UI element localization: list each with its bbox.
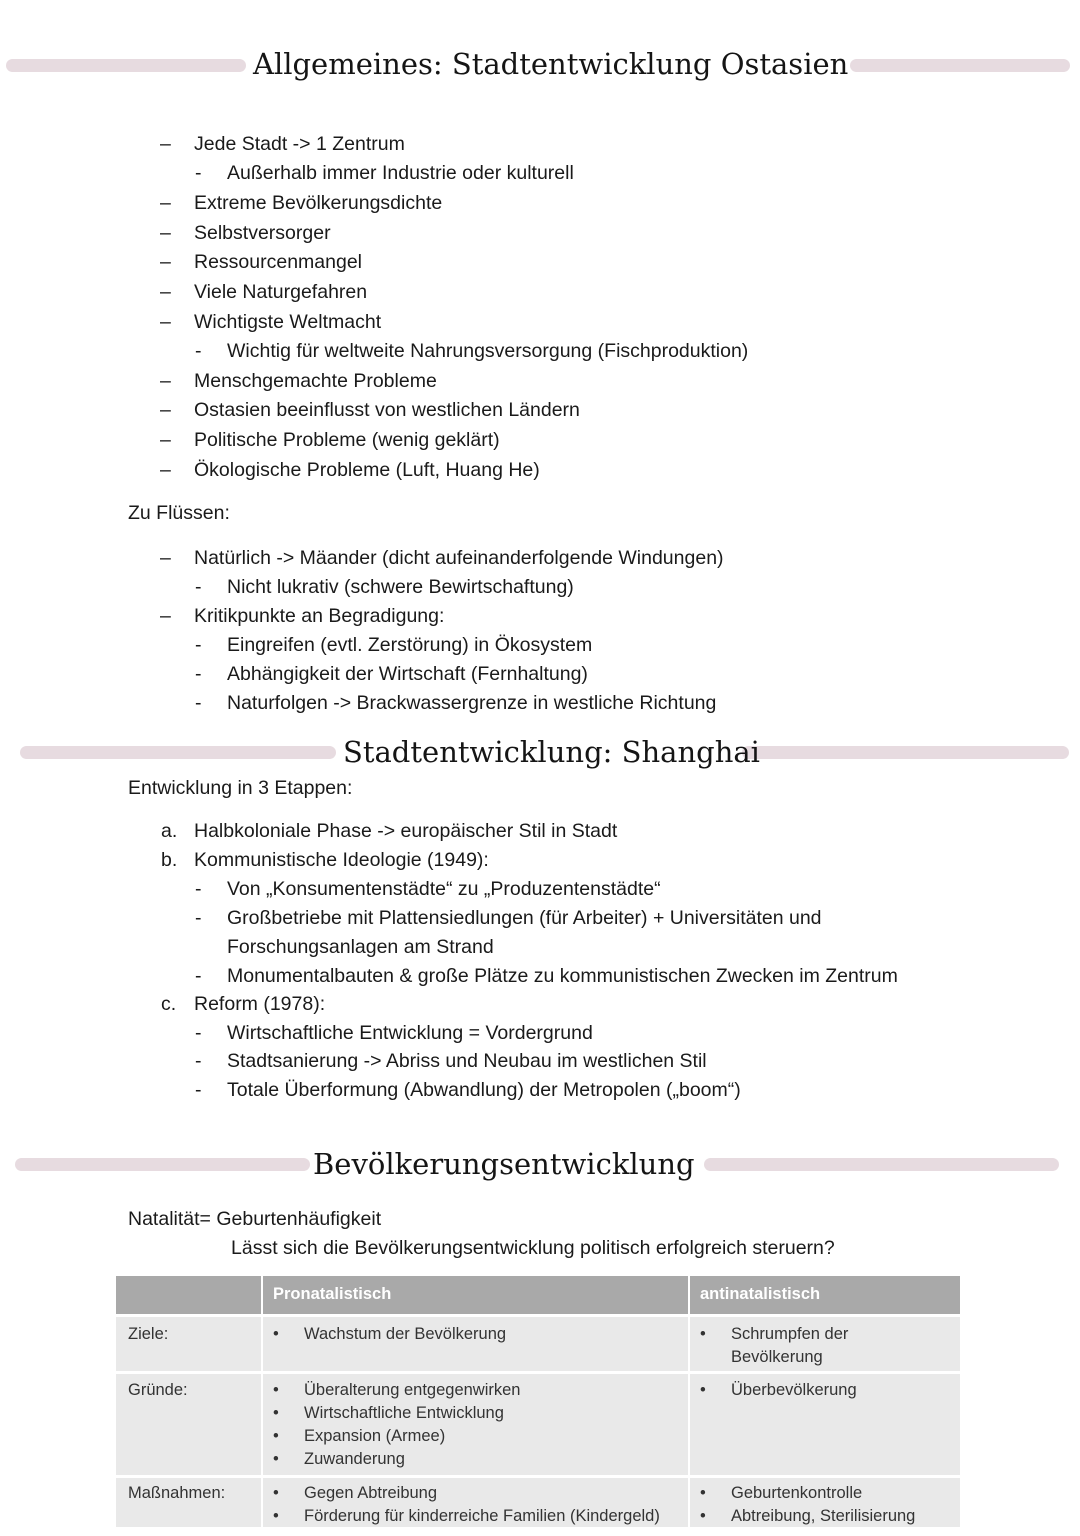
bullet: •	[700, 1484, 706, 1502]
list-subitem: Eingreifen (evtl. Zerstörung) in Ökosystem	[227, 634, 593, 656]
heading-bar-left	[20, 746, 336, 759]
list-item: Selbstversorger	[194, 222, 331, 244]
table-cell: Überalterung entgegenwirken	[304, 1381, 521, 1399]
table-cell: Wachstum der Bevölkerung	[304, 1325, 507, 1343]
list-item: Extreme Bevölkerungsdichte	[194, 192, 443, 214]
list-item: Kommunistische Ideologie (1949):	[194, 849, 489, 871]
subdash-marker: -	[195, 692, 202, 714]
bullet: •	[273, 1427, 279, 1445]
shanghai-intro: Entwicklung in 3 Etappen:	[128, 777, 353, 799]
heading-bar-right	[850, 59, 1070, 72]
list-item: Jede Stadt -> 1 Zentrum	[194, 133, 405, 155]
subdash-marker: -	[195, 162, 202, 184]
heading-bar-right	[704, 1158, 1059, 1171]
dash-marker: –	[160, 370, 171, 392]
row-label: Maßnahmen:	[128, 1484, 226, 1502]
list-subitem: Totale Überformung (Abwandlung) der Metropolen („boom“)	[227, 1079, 741, 1101]
table-cell: Bevölkerung	[731, 1348, 823, 1366]
dash-marker: –	[160, 399, 171, 421]
list-subitem: Von „Konsumentenstädte“ zu „Produzentenstädte“	[227, 878, 661, 900]
table-row	[116, 1478, 960, 1527]
list-item: Politische Probleme (wenig geklärt)	[194, 429, 500, 451]
letter-marker: c.	[161, 993, 177, 1015]
dash-marker: –	[160, 251, 171, 273]
table-cell: Expansion (Armee)	[304, 1427, 446, 1445]
section-title-bevoelkerung: Bevölkerungsentwicklung	[313, 1147, 695, 1181]
heading-bar-left	[6, 59, 246, 72]
table-cell: Überbevölkerung	[731, 1381, 857, 1399]
table-row	[116, 1317, 960, 1371]
list-item: Kritikpunkte an Begradigung:	[194, 605, 445, 627]
table-cell: Wirtschaftliche Entwicklung	[304, 1404, 504, 1422]
letter-marker: b.	[161, 849, 178, 871]
dash-marker: –	[160, 311, 171, 333]
list-subitem: Stadtsanierung -> Abriss und Neubau im westlichen Stil	[227, 1050, 707, 1072]
list-item: Viele Naturgefahren	[194, 281, 368, 303]
bullet: •	[273, 1450, 279, 1468]
list-item: Wichtigste Weltmacht	[194, 311, 382, 333]
table-header-row	[116, 1276, 960, 1314]
table-column-divider	[688, 1276, 690, 1536]
natalitaet-definition: Natalität= Geburtenhäufigkeit	[128, 1208, 382, 1230]
list-subitem: Monumentalbauten & große Plätze zu kommunistischen Zwecken im Zentrum	[227, 965, 898, 987]
dash-marker: –	[160, 192, 171, 214]
bullet: •	[273, 1507, 279, 1525]
rivers-heading: Zu Flüssen:	[128, 502, 230, 524]
heading-bar-right	[742, 746, 1069, 759]
section-title-shanghai: Stadtentwicklung: Shanghai	[343, 735, 760, 769]
table-cell: Schrumpfen der	[731, 1325, 849, 1343]
list-subitem: Wirtschaftliche Entwicklung = Vordergrund	[227, 1022, 593, 1044]
letter-marker: a.	[161, 820, 178, 842]
table-row	[116, 1374, 960, 1475]
table-cell: Förderung für kinderreiche Familien (Kindergeld)	[304, 1507, 660, 1525]
table-cell: Gegen Abtreibung	[304, 1484, 438, 1502]
list-subitem: Außerhalb immer Industrie oder kulturell	[227, 162, 574, 184]
dash-marker: –	[160, 133, 171, 155]
list-item: Natürlich -> Mäander (dicht aufeinanderfolgende Windungen)	[194, 547, 724, 569]
subdash-marker: -	[195, 340, 202, 362]
table-cell: Abtreibung, Sterilisierung	[731, 1507, 916, 1525]
bullet: •	[273, 1325, 279, 1343]
subdash-marker: -	[195, 1079, 202, 1101]
subdash-marker: -	[195, 965, 202, 987]
list-subitem: Wichtig für weltweite Nahrungsversorgung (Fischproduktion)	[227, 340, 749, 362]
subdash-marker: -	[195, 878, 202, 900]
dash-marker: –	[160, 429, 171, 451]
dash-marker: –	[160, 222, 171, 244]
bullet: •	[273, 1404, 279, 1422]
list-subitem: Großbetriebe mit Plattensiedlungen (für Arbeiter) + Universitäten und	[227, 907, 822, 929]
bullet: •	[700, 1381, 706, 1399]
list-item: Ostasien beeinflusst von westlichen Ländern	[194, 399, 580, 421]
row-label: Gründe:	[128, 1381, 188, 1399]
question-text: Lässt sich die Bevölkerungsentwicklung politisch erfolgreich steruern?	[231, 1237, 835, 1259]
list-item: Ökologische Probleme (Luft, Huang He)	[194, 459, 540, 481]
table-cell: Zuwanderung	[304, 1450, 405, 1468]
dash-marker: –	[160, 605, 171, 627]
list-subitem-continued: Forschungsanlagen am Strand	[227, 936, 494, 958]
list-subitem: Abhängigkeit der Wirtschaft (Fernhaltung)	[227, 663, 588, 685]
list-subitem: Naturfolgen -> Brackwassergrenze in westliche Richtung	[227, 692, 717, 714]
list-item: Reform (1978):	[194, 993, 326, 1015]
list-subitem: Nicht lukrativ (schwere Bewirtschaftung)	[227, 576, 574, 598]
bullet: •	[273, 1484, 279, 1502]
dash-marker: –	[160, 459, 171, 481]
list-item: Halbkoloniale Phase -> europäischer Stil in Stadt	[194, 820, 618, 842]
dash-marker: –	[160, 547, 171, 569]
table-header-pro: Pronatalistisch	[273, 1285, 392, 1303]
bullet: •	[273, 1381, 279, 1399]
subdash-marker: -	[195, 907, 202, 929]
subdash-marker: -	[195, 634, 202, 656]
list-item: Ressourcenmangel	[194, 251, 363, 273]
subdash-marker: -	[195, 663, 202, 685]
heading-bar-left	[15, 1158, 310, 1171]
table-cell: Geburtenkontrolle	[731, 1484, 863, 1502]
subdash-marker: -	[195, 576, 202, 598]
table-header-anti: antinatalistisch	[700, 1285, 821, 1303]
row-label: Ziele:	[128, 1325, 169, 1343]
bullet: •	[700, 1325, 706, 1343]
bullet: •	[700, 1507, 706, 1525]
section-title-ostasien: Allgemeines: Stadtentwicklung Ostasien	[253, 47, 849, 81]
table-column-divider	[261, 1276, 263, 1536]
list-item: Menschgemachte Probleme	[194, 370, 437, 392]
subdash-marker: -	[195, 1022, 202, 1044]
dash-marker: –	[160, 281, 171, 303]
subdash-marker: -	[195, 1050, 202, 1072]
